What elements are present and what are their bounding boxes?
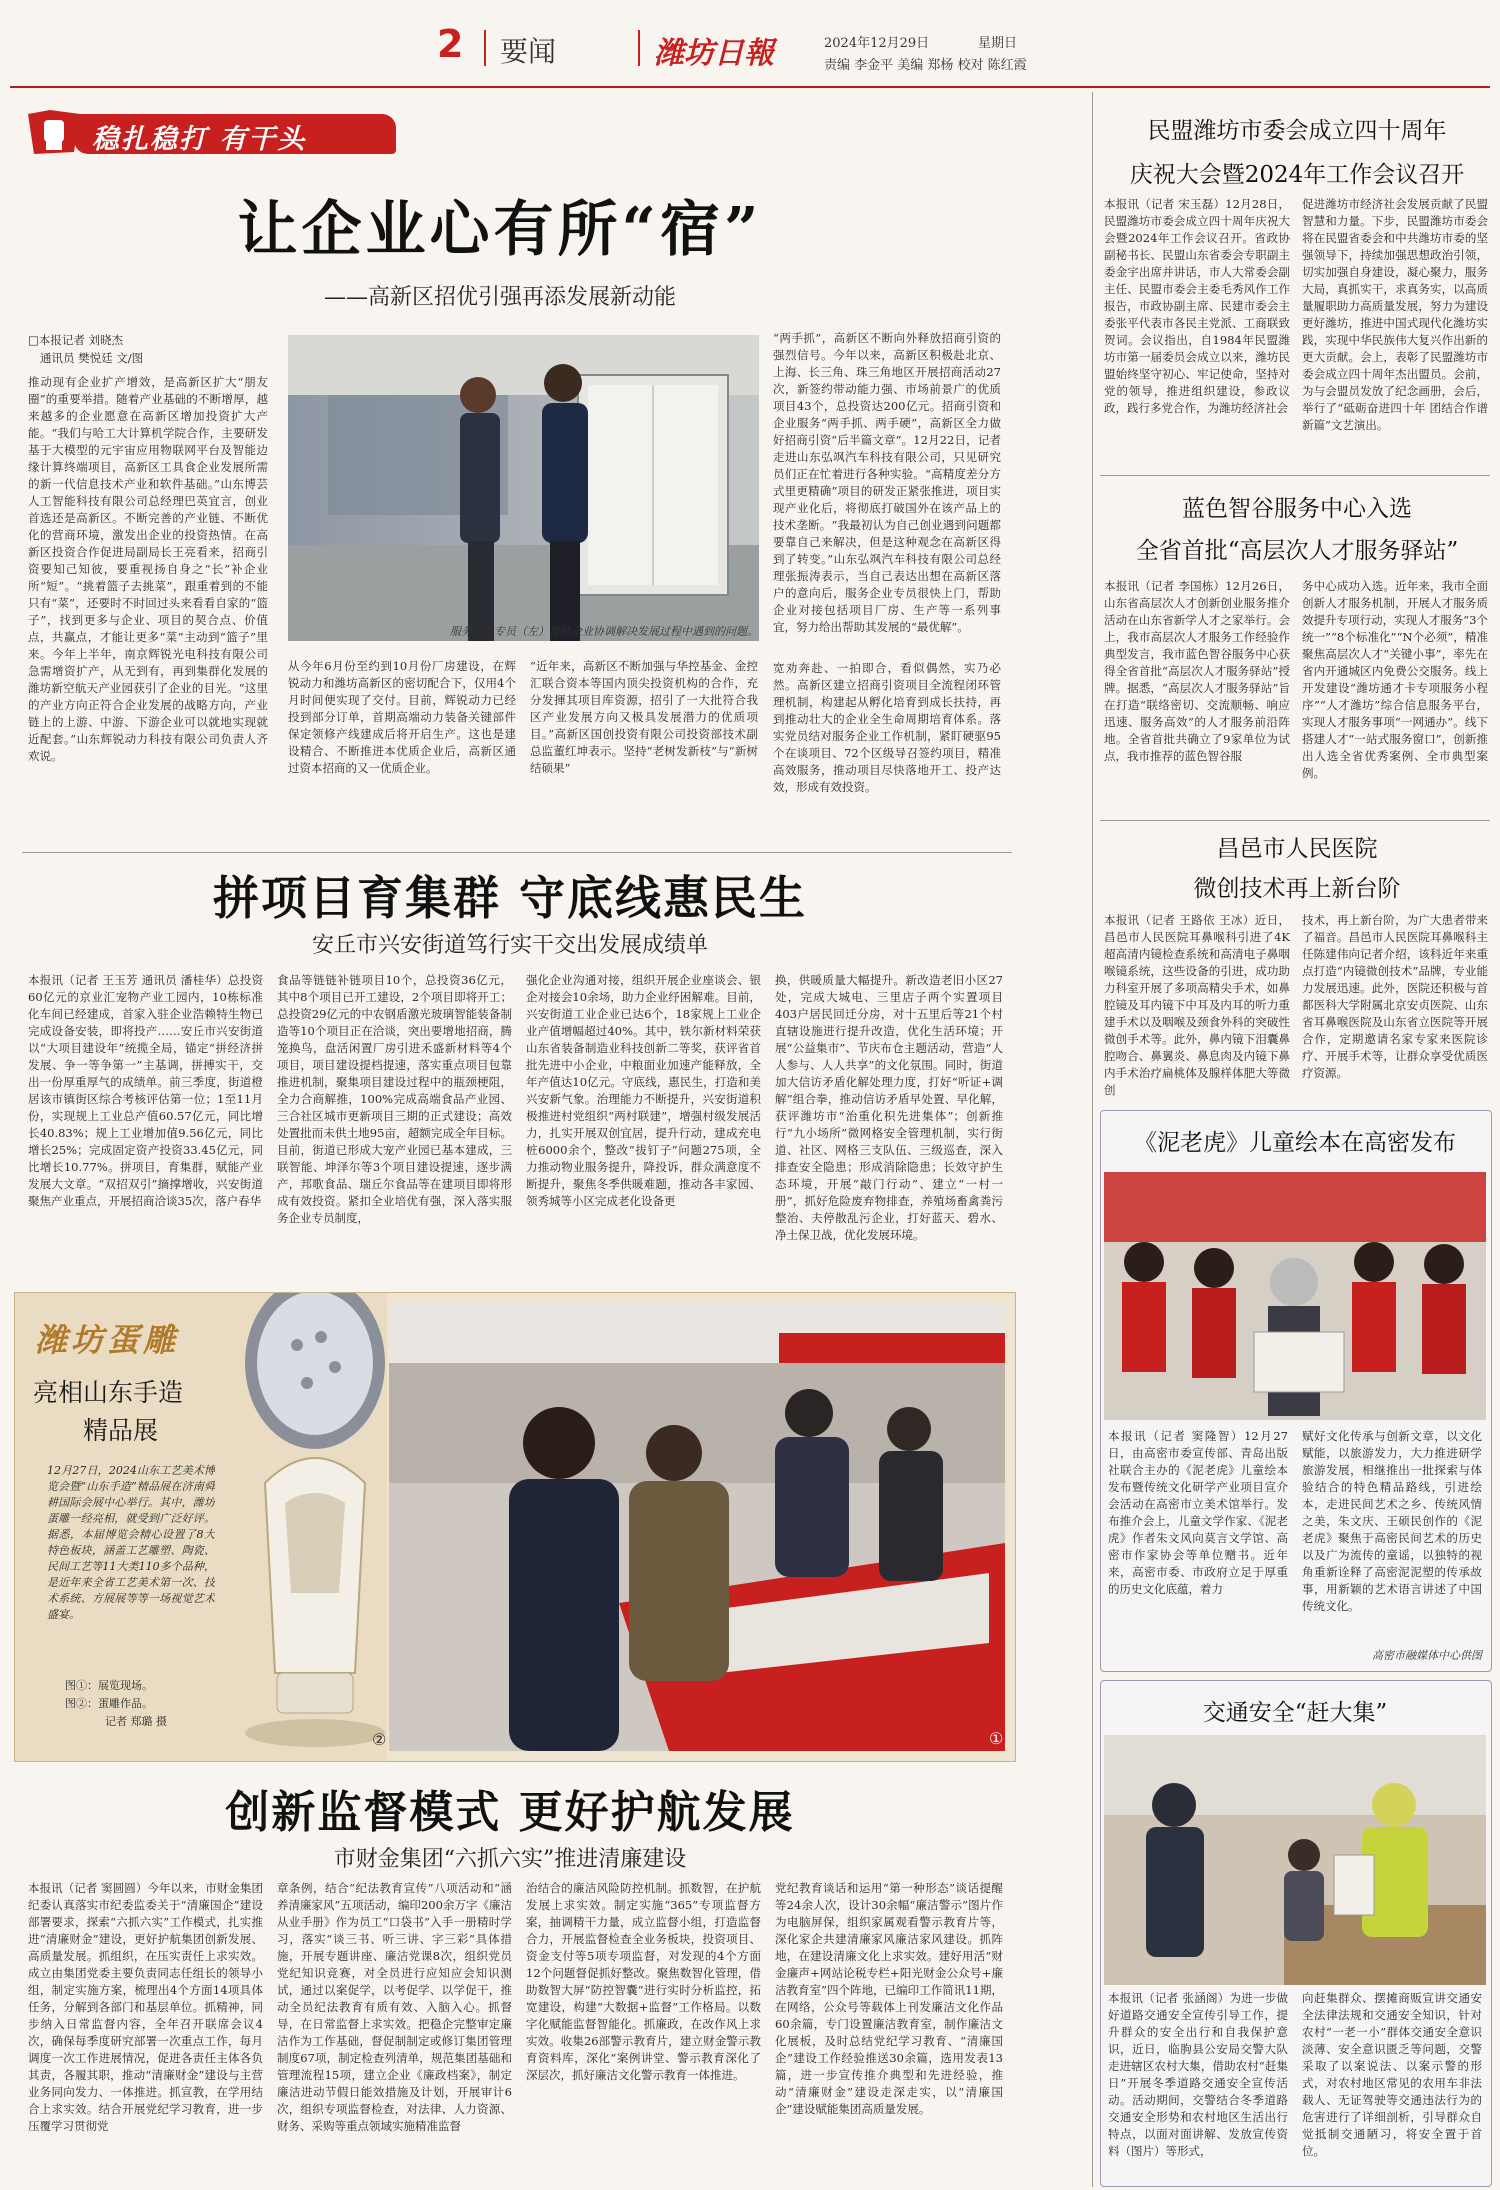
story1-byline-2: 通讯员 樊悦廷 文/图: [40, 351, 144, 365]
story1-col1: 推动现有企业扩产增效，是高新区扩大“朋友圈”的重要举措。随着产业基础的不断增厚，越来越多的企业愿意在高新区增加投资扩大产能。“我们与哈工大计算机学院合作，主要研发基于大模型的元宇宙应用物联网平台及智能边缘计算终端项目，高新区工具食企业发展所需的新一代信息技术产业和软件基础。”山东博芸人工智能科技有限公司总经理巴英宜言，创业首选还是高新区。不断完善的产业链、不断优化的营商环境，激发出企业的投资热情。在高新区投资合作促进局副局长王亮看来，招商引资要知己知彼，要重视扬自身之“长”补企业所“短”。“挑着篮子去挑菜”，跟重着到的不能只有“菜”，还要时不时回过头来看看自家的“篮子”，找到更多与企业、项目的契合点、价值点，共赢点，才能让更多“菜”主动到“篮子”里来。今年上半年，南京辉锐光电科技有限公司急需增资扩产，从无到有，再到集群化发展的潍坊新空航天产业园获引了企业的目光。“这里的产业方向正符合企业发展的战略方向，产业链上的上游、中游、下游企业可以就地实现就近配套。”山东辉锐动力科技有限公司负责人齐欢说。: [28, 375, 268, 763]
story1-col5: 宽劝奔赴、一拍即合，看似偶然，实乃必然。高新区建立招商引资项目全流程闭环管理机制，构建起从孵化培育到成长扶持，再到推动壮大的企业全生命周期培育体系。落实党员结对服务企业工作机制，紧盯硬驱95个在谈项目、72个区级导召签约项目，精准高效服务，推动项目尽快落地开工、投产达效，形成有效投资。: [773, 661, 1001, 794]
sb4-col2: 赋好文化传承与创新文章，以文化赋能，以旅游发力，大力推进研学旅游发展，相继推出一批探索与体验结合的特色精品路线，引进绘本，走进民间艺术之乡、传统风情之美，朱文庆、王硕民创作的《泥老虎》聚焦于高密民间艺术的历史以及广为流传的童谣，以独特的视角重新诠释了高密泥泥塑的传承故事，用新颖的艺术语言讲述了中国传统文化。: [1302, 1429, 1482, 1613]
story1-byline-1: □本报记者 刘晓杰: [28, 333, 124, 347]
story3-col4: 党纪教育谈话和运用“第一种形态”谈话提醒等24余人次，设计30余幅“廉洁警示”图片作为电脑屏保，组织家属观看警示教育片等，深化家企共建清廉家风廉洁家风建设。抓阵地，在建设清廉文化上求实效。建好用活“财金廉声+网站论税专栏+阳光财金公众号+廉洁教育室”四个阵地，已编印工作简讯11期，在网络，公众号等载体上刊发廉洁文化作品60余篇，专门设置廉洁教育室，制作廉洁文化展板，及时总结党纪学习教育、“清廉国企”建设工作经验推送30余篇，选用发表13篇，进一步宣传推介典型和先进经验，推动“清廉财金”建设走深走实，以“清廉国企”建设赋能集团高质量发展。: [775, 1881, 1003, 2116]
sb4-photo: [1104, 1172, 1486, 1420]
story1-col3: “近年来，高新区不断加强与华控基金、金控汇联合资本等国内顶尖投资机构的合作，充分发揮其项目库资源，招引了一大批符合我区产业发展方向又极具发展潜力的优质项目。”高新区国创投资有限公司投资部技术副总监董红坤表示。坚持“老树发新枝”与“新树结硕果”: [530, 659, 758, 775]
masthead-divider: [484, 30, 486, 66]
sb3-title-1: 昌邑市人民医院: [1216, 836, 1378, 862]
divider-sb2: [1100, 820, 1490, 821]
sb5-col1: 本报讯（记者 张涵阁）为进一步做好道路交通安全宣传引导工作，提升群众的安全出行和自我保护意识，近日，临朐县公安局交警大队走进辖区农村大集，借助农村“赶集日”开展冬季道路交通安全宣传活动。活动期间，交警结合冬季道路交通安全形势和农村地区生活出行特点，以面对面讲解、发放宣传资料（图片）等形式，: [1108, 1991, 1288, 2158]
issue-date: 2024年12月29日: [824, 36, 930, 51]
story1-photo: [288, 335, 759, 641]
sb2-title-1: 蓝色智谷服务中心入选: [1182, 496, 1412, 522]
story1-subtitle: ——高新区招优引强再添发展新动能: [323, 285, 676, 310]
sb5-title: 交通安全“赶大集”: [1202, 1700, 1388, 1726]
eggshell-credit: 记者 郑璐 摄: [105, 1715, 167, 1728]
page-number: 2: [437, 22, 464, 66]
sb2-col2: 务中心成功入选。近年来，我市全面创新人才服务机制，开展人才服务质效提升专项行动，实现人才服务“3个统一”“8个标准化”“N个必须”，精准聚焦高层次人才“关键小事”，率先在省内开通城区内免费公交服务。线上开发建设“潍坊通才卡专项服务小程序”“人才潍坊”综合信息服务平台，实现人才服务事项“一网通办”。线下搭建人才“一站式服务窗口”，创新推出人选全省优秀案例、全市典型案例。: [1302, 579, 1488, 780]
sb2-title-2: 全省首批“高层次人才服务驿站”: [1135, 538, 1459, 564]
story3-col2: 章条例，结合“纪法教育宣传”八项活动和“涵养清廉家风”五项活动，编印200余万字《廉洁从业手册》作为员工“口袋书”入手一册精时学习，落实“谈三书、听三讲、字三彩”具体措施，开展专题讲座、廉洁党课8次，组织党员党纪知识竞赛，对全员进行应知应会知识测试，通过以案促学，以考促学、以学促干，推动全员纪法教育有质有效、入脑入心。抓督导，在日常监督上求实效。把稳企完整审定廉洁作为工作基础，督促制制定或修订集团管理制度67项，制定检查列清单，规范集团基础和管理流程15项，建立企业《廉政档案》，制定廉洁进动节假日能效措施及计划，开展审计6次，组织专项监督检查，对法律、人力资源、财务、采购等重点领域实施精准监督: [277, 1881, 512, 2133]
section-name: 要闻: [500, 35, 557, 68]
banner: [22, 104, 402, 162]
story1-col4: “两手抓”，高新区不断向外释放招商引资的强烈信号。今年以来，高新区积极赴北京、上海、长三角、珠三角地区开展招商活动27次，新签约带动能力强、市场前景广的优质项目43个，总投资达200亿元。招商引资和企业服务“两手抓、两手硬”，高新区全力做好招商引资“后半篇文章”。12月22日，记者走进山东弘飒汽车科技有限公司，只见研究员们正在忙着进行各种实验。“高精度差分方式里更精确”项目的研发正紧张推进，项目实现产业化后，将彻底打破国外在该产品上的技术垄断。“我最初认为自己创业遇到问题都要靠自己来解决，但是这种观念在高新区得到了转变。”山东弘飒汽车科技有限公司总经理张振涛表示，当自己表达出想在高新区落户的意向后，服务企业专员很快上门，帮助企业对接包括项目厂房、生产等一系列事宜，努力给出帮助其发展的“最优解”。: [773, 331, 1001, 634]
eggshell-feature: [14, 1292, 1016, 1762]
sb1-col2: 促进潍坊市经济社会发展贡献了民盟智慧和力量。下步，民盟潍坊市委会将在民盟省委会和中共潍坊市委的坚强领导下，持续加强思想政治引领，切实加强自身建设，凝心聚力，服务大局，真抓实干，求真务实，以高质量履职助力高质量发展，努力为建设更好潍坊，推进中国式现代化潍坊实践，实现中华民族伟大复兴作出新的更大贡献。会上，表彰了民盟潍坊市委会成立四十周年杰出盟员。会前，为与会盟员发放了纪念画册，会后，举行了“砥砺奋进四十年 团结合作谱新篇”文艺演出。: [1302, 197, 1488, 432]
sb3-col2: 技术，再上新台阶，为广大患者带来了福音。昌邑市人民医院耳鼻喉科主任陈建伟向记者介绍，该科近年来重点打造“内镜微创技术”品牌，专业能力发展迅速。此外，医院还积极与首都医科大学附属北京安贞医院、山东省耳鼻喉医院及山东省立医院等开展合作，定期邀请名家专家来医院诊疗、开展手术等，让群众享受优质医疗资源。: [1302, 913, 1488, 1080]
masthead-divider-2: [638, 30, 640, 66]
sb4-col1: 本报讯（记者 窦隆智）12月27日，由高密市委宣传部、青岛出版社联合主办的《泥老虎》儿童绘本发布暨传统文化研学产业项目宣介会活动在高密市立美术馆举行。发布推介会上，儿童文学作家、《泥老虎》作者朱文风向莫言文学馆、高密市作家协会等单位赠书。近年来，高密市委、市政府立足于厚重的历史文化底蕴，着力: [1108, 1429, 1288, 1596]
eggshell-body: 12月27日，2024山东工艺美术博览会暨“山东手造”精品展在济南舜耕国际会展中心举行。其中，潍坊蛋雕一经亮相，就受到广泛好评。据悉，本届博览会精心设置了8大特色板块，涵盖工艺雕塑、陶瓷、民间工艺等11大类110多个品种，是近年来全省工艺美术第一次、技术系统、方展展等等一场视觉艺术盛宴。: [47, 1464, 215, 1621]
story1-col2: 从今年6月份至约到10月份厂房建设，在辉锐动力和潍坊高新区的密切配合下，仅用4个月时间便实现了交付。目前，辉锐动力已经投到部分订单，首期高端动力装备关键部件保定领修产线建成后将开启生产。这也是建设精合、不断推进本优质企业后，高新区通过资本招商的又一优质企业。: [288, 659, 516, 775]
eggshell-fig2: 图②：蛋雕作品。: [65, 1697, 153, 1710]
story3-title: 创新监督模式 更好护航发展: [225, 1787, 795, 1838]
masthead-rule: [10, 86, 1490, 88]
story2-col3: 强化企业沟通对接，组织开展企业座谈会、银企对接会10余场，助力企业纾困解难。目前，兴安街道工业企业已达6个，18家规上工业企业产值增幅超过40%。其中，铁尔新材料荣获山东省装备制造业科技创新二等奖，获评省首批先进中小企业，中粮面业加速产能释放，全年产值达10亿元。守底线，惠民生，打造和美兴安新气象。治理能力不断提升，兴安街道积极推进村党组织“两村联建”，增强村级发展活力，扎实开展双创宜居，提升行动，建成充电桩6000余个，整改“拔钉子”问题275项，全力推动物业服务提升，降投诉，群众满意度不断提升，聚焦冬季供暖难题，推动各丰家园、领秀城等小区完成老化设备更: [526, 973, 761, 1208]
sb1-col1: 本报讯（记者 宋玉磊）12月28日，民盟潍坊市委会成立四十周年庆祝大会暨2024年工作会议召开。省政协副秘书长、民盟山东省委会专职副主委金宇出席并讲话，市人大常委会副主任、民盟市委会主委毛秀风作工作报告，市政协副主席、民建市委会主委张平代表市各民主党派、工商联致贺词。会议指出，自1984年民盟潍坊市第一届委员会成立以来，潍坊民盟始终坚守初心、牢记使命，坚持对党的领导，推进组织建设，参政议政，践行多党合作，为潍坊经济社会: [1104, 197, 1290, 415]
story3-col3: 治结合的廉洁风险防控机制。抓数智，在护航发展上求实效。制定实施“365”专项监督方案，抽调精干力量，成立监督小组，打造监督合力，开展监督检查全业务板块，投资项目、资金支付等5项专项监督，对发现的4个方面12个问题督促抓好整改。聚焦数智化管理，借助数智大屏“防控智囊”进行实时分析监控，拓宽建设，构建“大数据+监督”工作格局。以数字化赋能监督智能化。抓廉政，在改作风上求实效。收集26部警示教育片，建立财金警示教育资料库，深化“案例讲堂、警示教育深化了深层次，抓好廉洁文化警示教育一体推进。: [526, 1881, 761, 2082]
sb4-title: 《泥老虎》儿童绘本在高密发布: [1134, 1130, 1456, 1156]
sb3-col1: 本报讯（记者 王路依 王冰）近日，昌邑市人民医院耳鼻喉科引进了4K超高清内镜检查系统和高清电子鼻咽喉镜系统，这些设备的引进，成功助力科室开展了多项高精尖手术，如鼻腔镜及耳内镜下中耳及内耳的听力重建手术以及咽喉及颈食外科的突破性微创手术等。此外，鼻内镜下泪囊鼻腔吻合、鼻翼炎、鼻息肉及内镜下鼻内手术治疗扁桃体及腺样体肥大等微创: [1104, 913, 1290, 1097]
story2-title: 拼项目育集群 守底线惠民生: [212, 871, 807, 925]
story2-col2: 食品等链链补链项目10个，总投资36亿元，其中8个项目已开工建设，2个项目即将开工；总投资29亿元的中农钢盾激光玻璃智能装备制造等10个项目正在洽谈，突出要增地招商，腾笼换鸟，盘活闲置厂房引进禾盛新材料等4个项目，项目建设提档提速，落实重点项目包靠推进机制，聚集项目建设过程中的瓶颈梗阻，全力合商解推，100%完成高端食品产业园、三合社区城市更新项目三期的正式建设；高效处置批而未供土地95亩，超额完成全年目标。目前，街道已形成大宠产业园已基本建成，三联智能、坤泽尔等3个项目建设提速，逐步满产，邦歌食品、瑞丘尔食品等在建项目即将形成有效投资。紧扣全业培优有强，深入落实服务企业专员制度，: [277, 973, 512, 1225]
eggshell-marker-2: ②: [372, 1730, 387, 1749]
eggshell-fig1: 图①：展览现场。: [65, 1679, 153, 1692]
eggshell-logo: 潍坊蛋雕: [35, 1321, 180, 1359]
story2-subtitle: 安丘市兴安街道笃行实干交出发展成绩单: [311, 933, 708, 958]
story1-photo-caption: 服务企业专员（左）帮助企业协调解决发展过程中遇到的问题。: [450, 625, 758, 638]
sb3-title-2: 微创技术再上新台阶: [1193, 876, 1401, 902]
masthead: [0, 0, 1500, 78]
sb1-title-2: 庆祝大会暨2024年工作会议召开: [1129, 162, 1465, 188]
sidebar-divider: [1092, 92, 1093, 2187]
sb5-photo: [1104, 1735, 1486, 1985]
eggshell-title-1: 亮相山东手造: [33, 1378, 184, 1407]
divider-sb1: [1100, 475, 1490, 476]
exhibition-photo: [389, 1303, 1005, 1751]
divider-story1: [22, 852, 1012, 853]
editor-credits: 责编 李金平 美编 郑杨 校对 陈红霞: [824, 58, 1027, 73]
sb1-title-1: 民盟潍坊市委会成立四十周年: [1147, 118, 1447, 144]
story1-title: 让企业心有所“宿”: [237, 195, 763, 265]
banner-text: 稳扎稳打 有干头: [92, 124, 307, 155]
issue-weekday: 星期日: [978, 36, 1018, 51]
story3-col1: 本报讯（记者 窦圆圆）今年以来，市财金集团纪委认真落实市纪委监委关于“清廉国企”建设部署要求，探索“六抓六实”工作模式，扎实推进“清廉财金”建设，更好护航集团创新发展、高质量发展。抓组织，在压实责任上求实效。成立由集团党委主要负责同志任组长的领导小组，制定实施方案，梳理出4个方面14项具体任务，分解到各部门和基层单位。抓精神，同步纳入日常监督内容，全年召开联席会议4次，确保每季度研究部署一次重点工作，每月调度一次工作进展情况，促进各责任主体各负其责，各履其职，推动“清廉财金”建设与主营业务同向发力、一体推进。抓宣教，在学用结合上求实效。结合开展党纪学习教育，进一步压覆学习贯彻党: [28, 1881, 263, 2133]
story2-col4: 换，供暖质量大幅提升。新改造老旧小区27处，完成大城电、三里店子两个实置项目403户居民回迁分房，对十五里后等21个村直辖设施进行提升改造，优化生活环境；开展“公益集市”、节庆布仓主题活动，营造“人人参与、人人共享”的文化氛围。同时，街道加大信访矛盾化解处理力度，打好“听证+调解”组合拳，推动信访矛盾早处置、早化解，获评潍坊市“治重化积先进集体”；创新推行“九小场所”微网格安全管理机制，实行街道、社区、网格三支队伍、三级巡查，深入排查安全隐患；形成消除隐患；长效守护生态环境，开展“敲门行动”、建立“一村一册”，抓好危险废弃物排查，养殖场畜禽粪污整治、夫停散乱污企业，打好蓝天、碧水、净土保卫战，优化发展环境。: [775, 973, 1003, 1242]
story3-subtitle: 市财金集团“六抓六实”推进清廉建设: [333, 1847, 687, 1872]
eggshell-marker-1: ①: [989, 1729, 1004, 1748]
paper-name: 潍坊日報: [654, 36, 774, 71]
eggshell-title-2: 精品展: [83, 1416, 159, 1445]
sb4-credit: 高密市融媒体中心供图: [1372, 1649, 1482, 1662]
story2-col1: 本报讯（记者 王玉芳 通讯员 潘桂华）总投资60亿元的京业汇宠物产业工园内，10栋标准化车间已经建成，首家入驻企业浩赖特生物已完成设备安装，即将投产……安丘市兴安街道以“大项目建设年”统揽全局，锚定“拼经济拼发展、争一等争第一”主基调，拼搏实干，交出一份厚重厚气的成绩单。前三季度，街道橙居该市镇街区综合考核评估第一位；1至11月份，实现规上工业总产值60.57亿元，同比增长40.83%；规上工业增加值9.56亿元，同比增长25%；完成固定资产投资33.45亿元，同比增长10.77%。拼项目，育集群，赋能产业发展大文章。“双招双引”摘撑增收，兴安街道聚焦产业重点，开展招商洽谈35次，落户春华: [28, 973, 263, 1208]
sb5-col2: 向赶集群众、摆摊商贩宣讲交通安全法律法规和交通安全知识，针对农村“一老一小”群体交通安全意识淡薄、安全意识匮乏等问题，交警采取了以案说法、以案示警的形式，对农村地区常见的农用车非法载人、无证驾驶等交通违法行为的危害进行了详细剖析，引导群众自觉抵制交通陋习，将安全置于首位。: [1302, 1991, 1482, 2158]
sb2-col1: 本报讯（记者 李国栋）12月26日，山东省高层次人才创新创业服务推介活动在山东省新学人才之家举行。会上，我市高层次人才服务工作经验作典型发言，我市蓝色智谷服务中心获得全省首批“高层次人才服务驿站”授牌。据悉，“高层次人才服务驿站”旨在打造“联络密切、交流顺畅、响应迅速、服务高效”的人才服务前沿阵地。全省首批共确立了9家单位为试点，我市推荐的蓝色智谷服: [1104, 579, 1290, 763]
